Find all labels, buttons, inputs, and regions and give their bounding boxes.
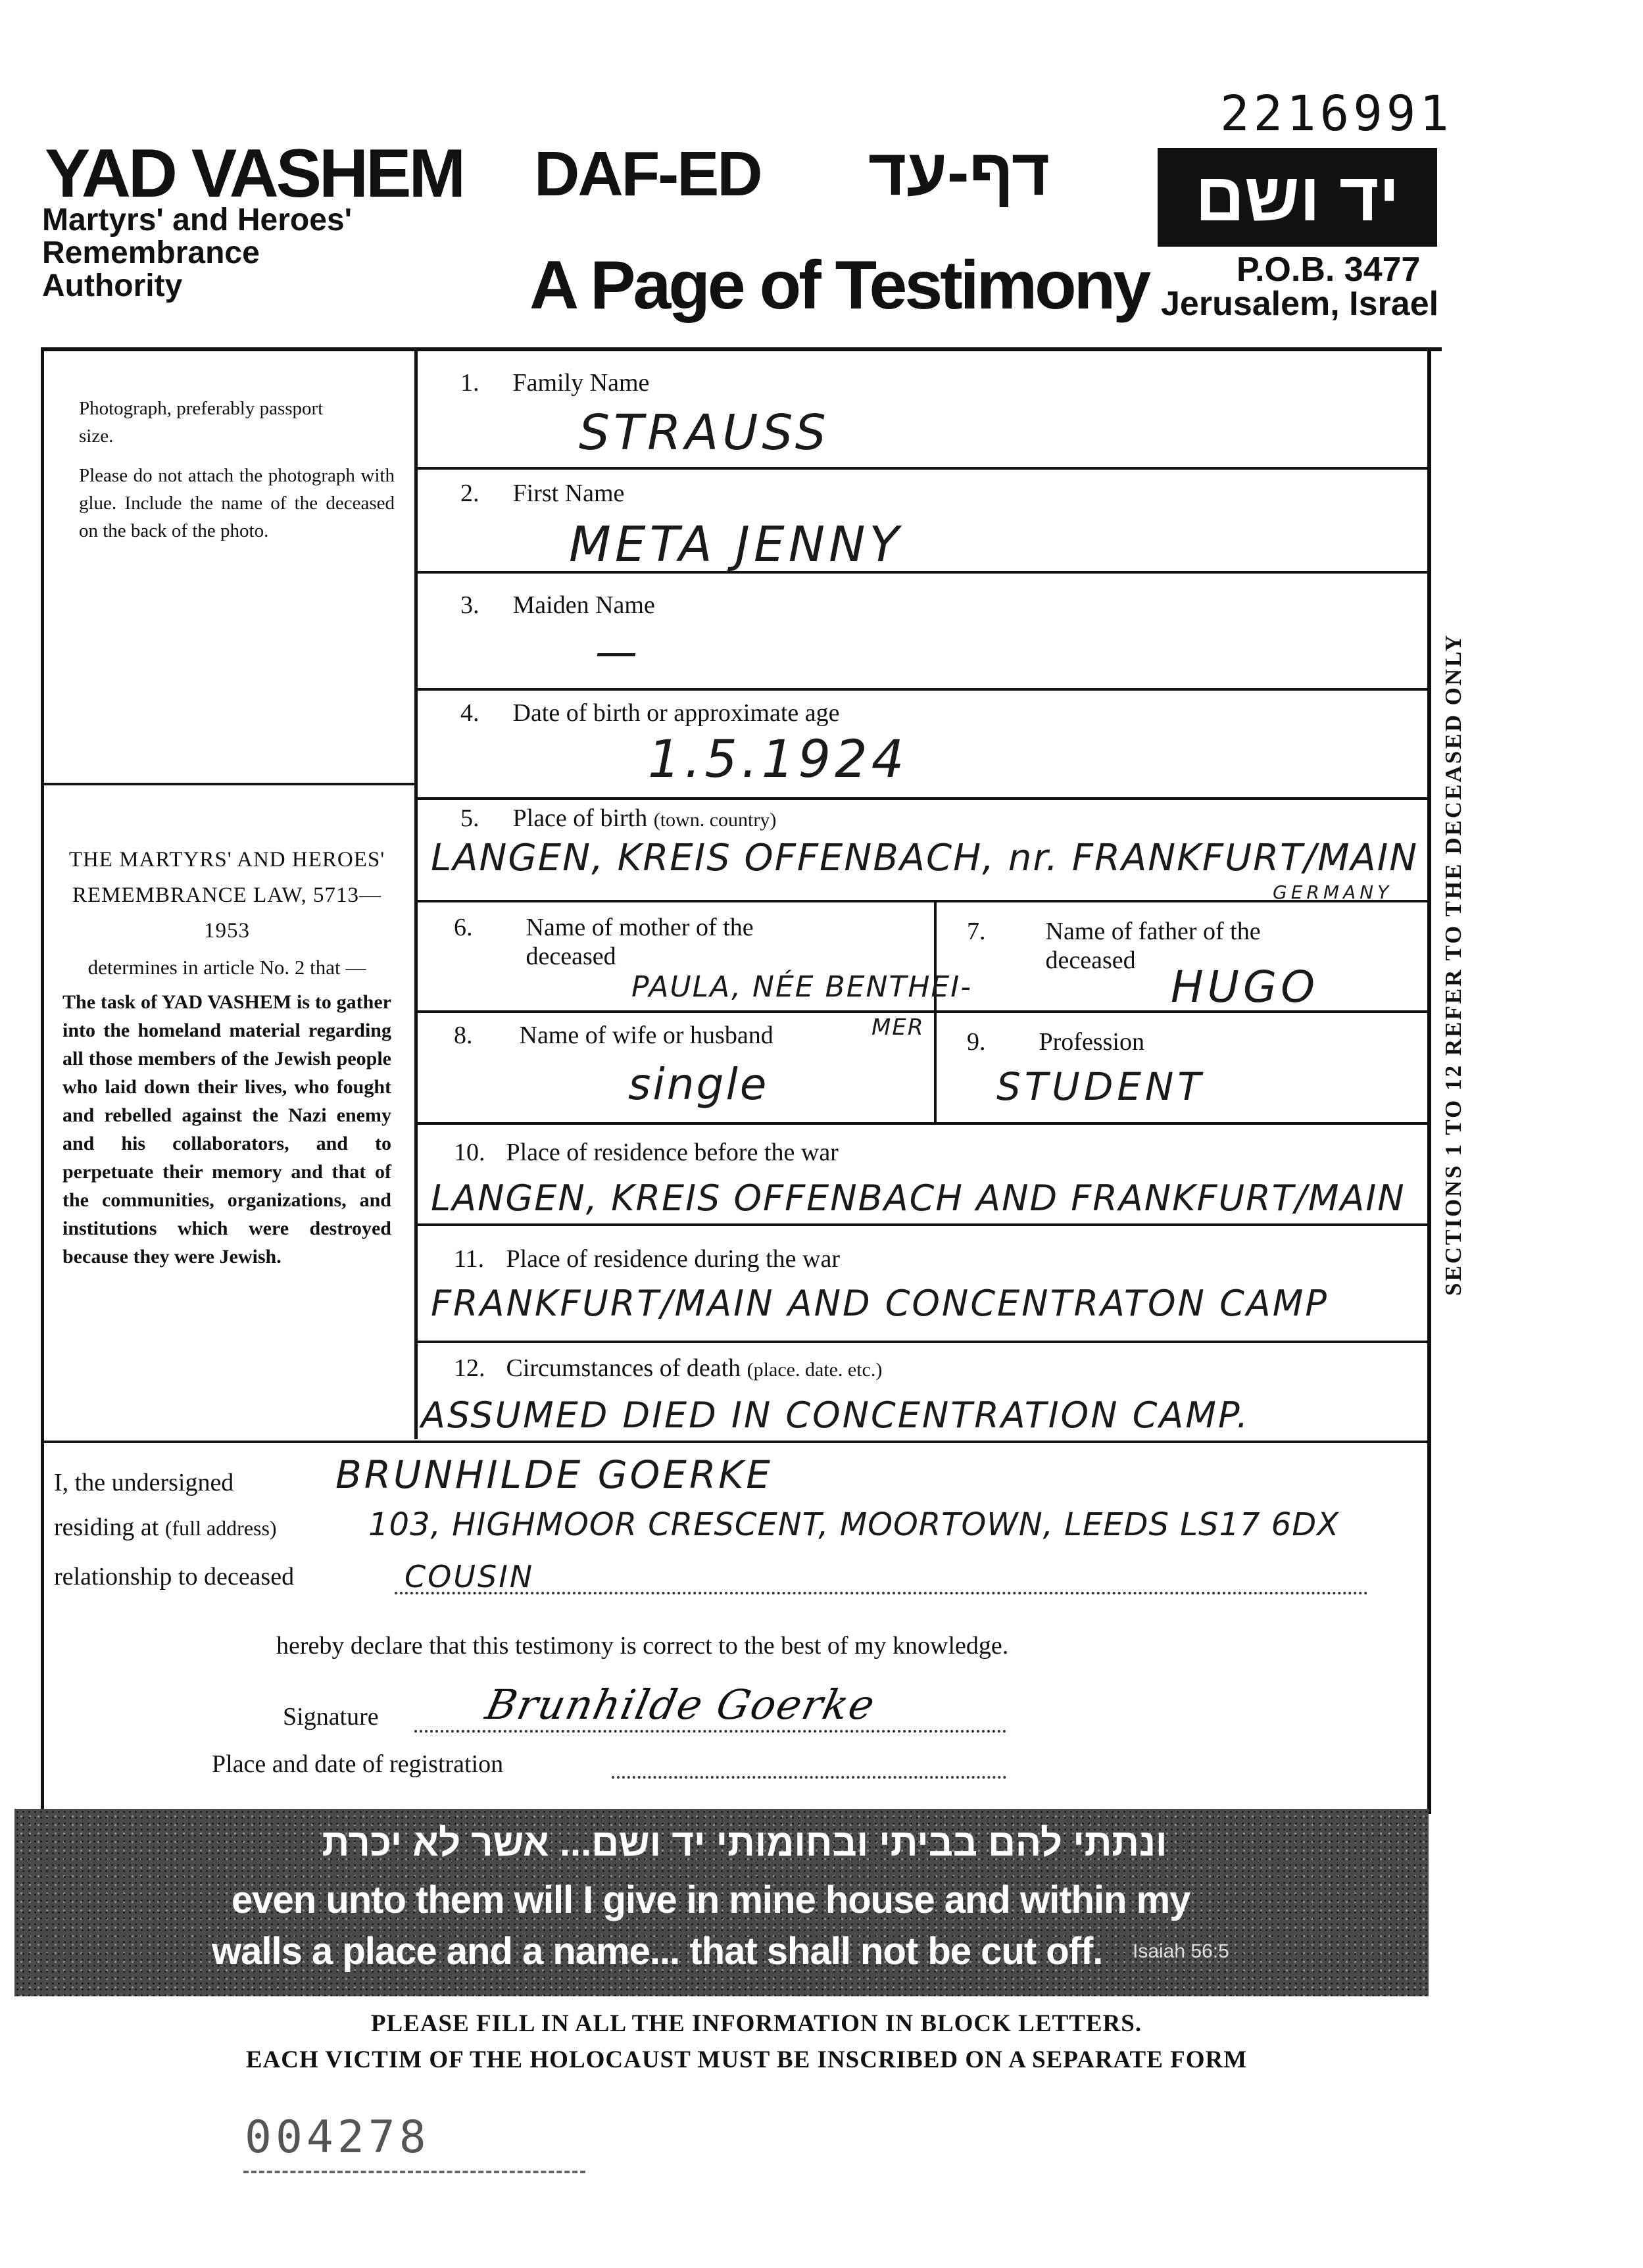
field-number: 5.: [460, 804, 479, 832]
field-title: Date of birth or approximate age: [512, 699, 840, 727]
signature-label: Signature: [283, 1703, 379, 1731]
row-line: [416, 1223, 1429, 1226]
signature-value[interactable]: Brunhilde Goerke: [481, 1681, 880, 1729]
date-of-birth-value[interactable]: 1.5.1924: [648, 730, 908, 789]
residing-value[interactable]: 103, HIGHMOOR CRESCENT, MOORTOWN, LEEDS LS17 6DX: [368, 1506, 1340, 1543]
daf-ed-hebrew: דף-עד: [868, 136, 1050, 209]
frame-top: [41, 347, 1442, 351]
logo-hebrew-text: יד ושם: [1195, 159, 1400, 235]
profession-value[interactable]: STUDENT: [996, 1064, 1205, 1109]
circumstances-of-death-value[interactable]: ASSUMED DIED IN CONCENTRATION CAMP.: [421, 1394, 1250, 1436]
field-number: 1.: [460, 369, 479, 397]
field-title: Name of mother of the deceased: [526, 914, 754, 970]
first-name-value[interactable]: META JENNY: [569, 516, 903, 573]
daf-ed-label: DAF-ED: [534, 139, 761, 209]
residing-small: (full address): [164, 1516, 277, 1540]
field-number: 8.: [454, 1022, 473, 1049]
row-line: [416, 467, 1429, 470]
photo-instructions: [79, 395, 395, 545]
row-line: [416, 1341, 1429, 1343]
declaration-statement: hereby declare that this testimony is correct to the best of my knowledge.: [276, 1632, 1009, 1660]
signature-dotted-line: [414, 1730, 1006, 1733]
field-number: 4.: [460, 699, 479, 727]
law-intro: determines in article No. 2 that —: [87, 956, 366, 979]
undersigned-label: I, the undersigned: [54, 1469, 234, 1496]
place-of-birth-value[interactable]: LANGEN, KREIS OFFENBACH, nr. FRANKFURT/MAIN: [431, 837, 1419, 879]
field-number: 12.: [454, 1354, 485, 1382]
residence-during-war-value[interactable]: FRANKFURT/MAIN AND CONCENTRATON CAMP: [431, 1283, 1329, 1324]
declaration-divider: [41, 1441, 1429, 1443]
left-col-divider: [414, 347, 418, 1439]
city-address: Jerusalem, Israel: [1161, 285, 1439, 323]
footer-instruction-2: EACH VICTIM OF THE HOLOCAUST MUST BE INSCRIBED ON A SEPARATE FORM: [245, 2046, 1248, 2073]
registration-dotted-line: [612, 1776, 1006, 1779]
field-title-small: (town. country): [653, 809, 777, 831]
org-name: YAD VASHEM: [45, 136, 464, 212]
family-name-value[interactable]: STRAUSS: [579, 405, 830, 461]
field-title: Profession: [1039, 1028, 1144, 1056]
field-number: 9.: [967, 1028, 986, 1056]
field-title-small: (place. date. etc.): [747, 1359, 883, 1381]
mother-name-suffix[interactable]: MER: [871, 1014, 925, 1041]
field-1-label: [460, 368, 649, 397]
field-number: 11.: [454, 1245, 485, 1273]
field-title: First Name: [512, 480, 625, 507]
pob-address: P.O.B. 3477: [1237, 251, 1421, 289]
field-title: Maiden Name: [512, 591, 655, 619]
org-sub-line: Authority: [42, 268, 183, 303]
field-number: 6.: [454, 914, 473, 941]
field-8-label: [454, 1021, 773, 1050]
field-number: 7.: [967, 918, 986, 945]
org-subtitle: [42, 204, 352, 303]
field-title: Name of father of the deceased: [1045, 918, 1261, 974]
field-title: Name of wife or husband: [519, 1022, 773, 1049]
photo-heading: Photograph, preferably passport size.: [79, 398, 324, 447]
relationship-value[interactable]: COUSIN: [405, 1559, 535, 1594]
registration-label: Place and date of registration: [212, 1750, 504, 1778]
mid-col-divider: [934, 900, 937, 1122]
residing-text: residing at: [54, 1514, 159, 1541]
field-3-label: [460, 591, 655, 620]
place-of-birth-country[interactable]: GERMANY: [1273, 881, 1393, 903]
field-title: Place of birth: [512, 804, 648, 832]
page-title: A Page of Testimony: [529, 247, 1149, 324]
org-sub-line: Remembrance: [42, 235, 260, 270]
field-11-label: [454, 1245, 840, 1273]
row-line: [416, 688, 1429, 691]
field-2-label: [460, 479, 624, 508]
stamp-underline: [243, 2171, 585, 2173]
relationship-label: relationship to deceased: [54, 1563, 295, 1590]
father-name-value[interactable]: HUGO: [1171, 962, 1319, 1012]
residing-label: [54, 1513, 277, 1542]
law-box: [62, 842, 391, 1271]
frame-right: [1427, 347, 1431, 1814]
law-title: THE MARTYRS' AND HEROES' REMEMBRANCE LAW, 5713—1953: [68, 848, 385, 943]
yad-vashem-logo: [1158, 148, 1437, 247]
field-9-label: [967, 1027, 1144, 1056]
undersigned-value[interactable]: BRUNHILDE GOERKE: [335, 1452, 773, 1497]
field-title: Place of residence during the war: [506, 1245, 841, 1273]
photo-note: Please do not attach the photograph with glue. Include the name of the deceased on the back of the photo.: [79, 465, 395, 541]
field-5-label: [460, 804, 776, 833]
field-title: Family Name: [512, 369, 650, 397]
spouse-value[interactable]: single: [628, 1059, 769, 1110]
footer-instruction-1: PLEASE FILL IN ALL THE INFORMATION IN BLOCK LETTERS.: [370, 2010, 1142, 2037]
document-number: 2216991: [1220, 86, 1453, 142]
org-sub-line: Martyrs' and Heroes': [42, 203, 352, 237]
photo-law-divider: [41, 783, 416, 785]
relationship-dotted-line: [395, 1592, 1368, 1594]
banner-hebrew: ונתתי להם בביתי ובחומותי יד ושם... אשר לא יכרת: [322, 1821, 1167, 1864]
field-number: 10.: [454, 1139, 485, 1166]
field-title: Circumstances of death: [506, 1354, 741, 1382]
field-12-label: [454, 1354, 882, 1383]
scripture-banner: [14, 1809, 1429, 1996]
frame-left: [41, 347, 44, 1814]
sections-side-note: SECTIONS 1 TO 12 REFER TO THE DECEASED ONLY: [1440, 633, 1466, 1296]
field-6-label: [454, 913, 862, 971]
row-line: [416, 571, 1429, 574]
residence-before-war-value[interactable]: LANGEN, KREIS OFFENBACH AND FRANKFURT/MAIN: [431, 1177, 1406, 1219]
banner-line-1: even unto them will I give in mine house and within my: [232, 1879, 1190, 1921]
field-title: Place of residence before the war: [506, 1139, 839, 1166]
maiden-name-value[interactable]: —: [595, 628, 641, 677]
field-4-label: [460, 699, 839, 727]
archive-stamp-number: 004278: [245, 2111, 430, 2163]
row-line: [416, 1122, 1429, 1125]
banner-reference: Isaiah 56:5: [1133, 1940, 1229, 1962]
field-number: 3.: [460, 591, 479, 619]
mother-name-value[interactable]: PAULA, NÉE BENTHEI-: [631, 970, 973, 1004]
field-10-label: [454, 1138, 839, 1167]
row-line: [416, 797, 1429, 800]
law-text: The task of YAD VASHEM is to gather into the homeland material regarding all those members of the Jewish people who laid down their lives, who fought and rebelled against the Nazi enemy and his collaborators, and to perpetuate their memory and that of the communities, organizations, and institutions which were destroyed because they were Jewish.: [62, 991, 391, 1268]
banner-line-2: walls a place and a name... that shall not be cut off.: [212, 1930, 1103, 1973]
field-number: 2.: [460, 480, 479, 507]
